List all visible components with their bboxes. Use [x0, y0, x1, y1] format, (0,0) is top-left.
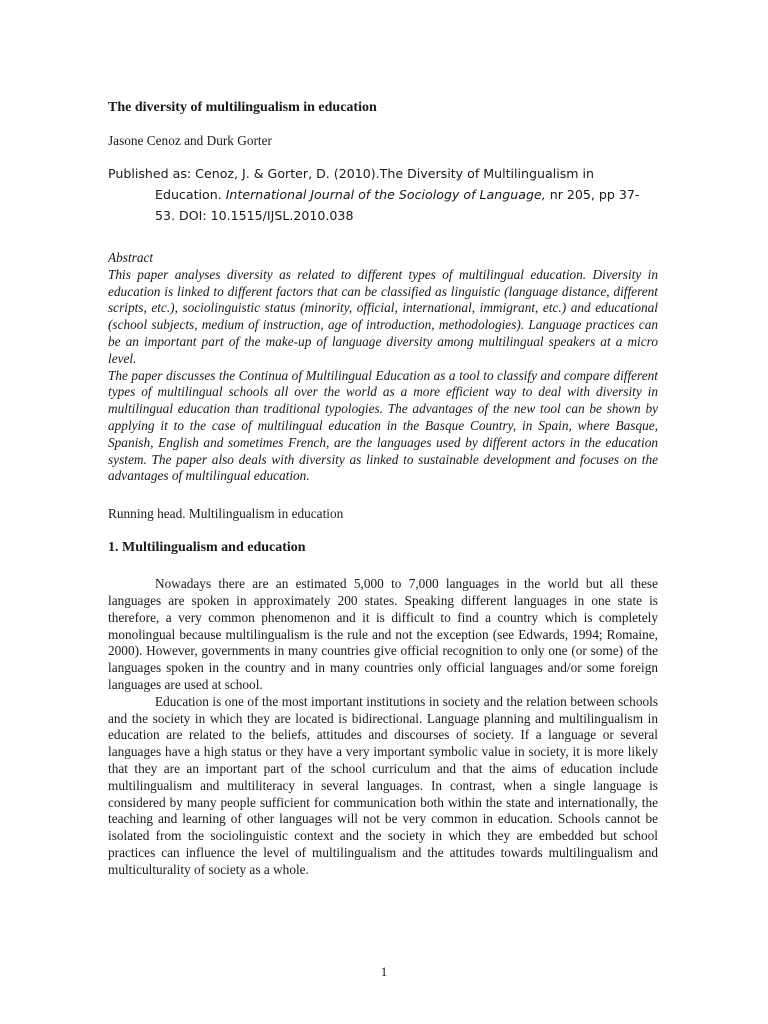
abstract-paragraph: This paper analyses diversity as related to different types of multilingual education. Diversity in education is linked to different factors that can be classified as linguistic (language distance, different scripts, etc.), sociolinguistic status (minority, official, international, immigrant, etc.) and educational (school subjects, medium of instruction, age of introduction, methodologies). Language practices can be an important part of the make-up of language diversity among multilingual speakers at a micro level.: [108, 266, 658, 366]
abstract-heading: Abstract: [108, 250, 154, 265]
abstract: [108, 250, 658, 485]
page-number: 1: [380, 964, 388, 979]
page-content: [108, 100, 658, 879]
publication-prefix: Published as:: [108, 166, 196, 181]
section-body: [108, 576, 658, 878]
publication-journal: International Journal of the Sociology of Language,: [225, 187, 546, 202]
section-heading: 1. Multilingualism and education: [108, 540, 306, 556]
body-paragraph: Education is one of the most important institutions in society and the relation between schools and the society in which they are located is bidirectional. Language planning and multilingualism in education are related to the beliefs, attitudes and discourses of society. If a language or several languages have a high status or they have a very important symbolic value in society, it is more likely that they are an important part of the school curriculum and that the aims of education include multilingualism and multiliteracy in several languages. In contrast, when a single language is considered by many people sufficient for communication both within the state and internationally, the teaching and learning of other languages will not be very common in education. Schools cannot be isolated from the sociolinguistic context and the society in which they are embedded but school practices can influence the level of multilingualism and the attitudes towards multilingualism and multiculturality of society as a whole.: [108, 693, 658, 877]
running-head: Running head. Multilingualism in education: [108, 506, 344, 522]
abstract-paragraph: The paper discusses the Continua of Multilingual Education as a tool to classify and compare different types of multilingual schools all over the world as a more efficient way to deal with diversity in multilingual education than traditional typologies. The advantages of the new tool can be shown by applying it to the case of multilingual education in the Basque Country, in Spain, where Basque, Spanish, English and sometimes French, are the languages used by different actors in the education system. The paper also deals with diversity as linked to sustainable development and focuses on the advantages of multilingual education.: [108, 367, 658, 484]
paper-authors: Jasone Cenoz and Durk Gorter: [108, 133, 272, 148]
publication-citation: Cenoz, J. & Gorter, D. (2010).The Diversity of Multilingualism in Education.: [155, 166, 595, 202]
publication-info: [108, 163, 658, 226]
body-paragraph: Nowadays there are an estimated 5,000 to 7,000 languages in the world but all these languages are spoken in approximately 200 states. Speaking different languages in one state is therefore, a very common phenomenon and it is difficult to find a country which is completely monolingual because multilingualism is the rule and not the exception (see Edwards, 1994; Romaine, 2000). However, governments in many countries give official recognition to only one (or some) of the languages spoken in the country and in many countries only official languages and/or some foreign languages are used at school.: [108, 576, 658, 692]
paper-title: The diversity of multilingualism in education: [108, 100, 377, 115]
publication-details: nr 205, pp 37-53. DOI: 10.1515/IJSL.2010.038: [155, 187, 640, 223]
